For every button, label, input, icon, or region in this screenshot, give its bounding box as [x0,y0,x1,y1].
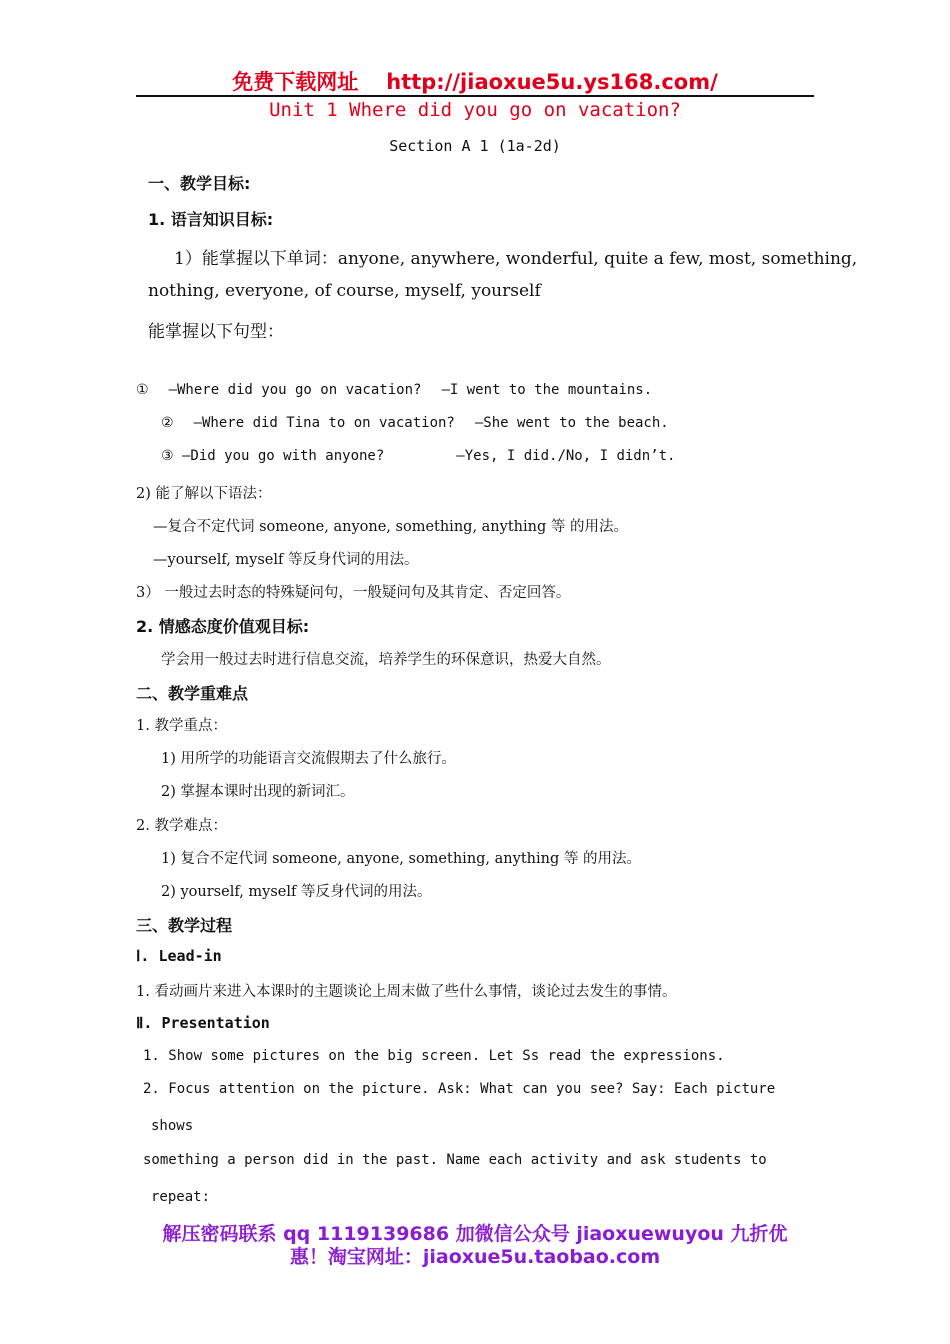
sentence-row-2 [161,415,669,431]
presentation-item-1: 1. Show some pictures on the big screen. Let Ss read the expressions. [143,1048,725,1064]
sentence-question: —Where did Tina to on vacation? [193,415,455,431]
sentence-num: ② [161,415,174,431]
presentation-item-2-line4: repeat: [151,1189,211,1205]
section1-sub1: 1. 语言知识目标: [148,210,274,229]
sentence-question: —Did you go with anyone? [182,448,385,464]
grammar-label: 2) 能了解以下语法： [136,486,272,502]
footer-line-1: 解压密码联系 qq 1119139686 加微信公众号 jiaoxuewuyou 九折优 [162,1223,788,1245]
grammar-item-1: —复合不定代词 someone, anyone, something, anything 等 的用法。 [153,519,628,535]
sentence-row-3 [161,448,675,464]
sentence-answer: —I went to the mountains. [441,382,653,398]
grammar-item-3: 3） 一般过去时态的特殊疑问句，一般疑问句及其肯定、否定回答。 [136,585,571,601]
sentence-num: ① [136,382,149,398]
leadin-title: Ⅰ. Lead-in [136,947,222,965]
presentation-item-2-line3: something a person did in the past. Name each activity and ask students to [143,1152,767,1168]
header-url-link[interactable]: http://jiaoxue5u.ys168.com/ [386,70,718,94]
difficulty-label: 2. 教学难点： [136,818,227,834]
sentence-question: —Where did you go on vacation? [168,382,422,398]
key-points-label: 1. 教学重点： [136,718,227,734]
section1-heading: 一、教学目标: [148,174,251,193]
footer-line-2[interactable]: 惠！淘宝网址：jiaoxue5u.taobao.com [289,1246,661,1268]
presentation-item-2-line2: shows [151,1118,194,1134]
page-title: Unit 1 Where did you go on vacation? [269,99,681,121]
header-banner [0,66,950,96]
section2-heading: 二、教学重难点 [136,684,249,703]
attitude-text: 学会用一般过去时进行信息交流，培养学生的环保意识，热爱大自然。 [161,652,611,668]
words-line2: nothing, everyone, of course, myself, yourself [148,281,541,301]
key-point-2: 2) 掌握本课时出现的新词汇。 [161,784,355,800]
difficulty-2: 2) yourself, myself 等反身代词的用法。 [161,884,432,900]
header-label: 免费下载网址 [232,70,359,94]
leadin-item-1: 1. 看动画片来进入本课时的主题谈论上周末做了些什么事情，谈论过去发生的事情。 [136,984,677,1000]
grammar-item-2: —yourself, myself 等反身代词的用法。 [153,552,419,568]
words-line1: 1）能掌握以下单词：anyone, anywhere, wonderful, quite a few, most, something, [174,249,858,269]
header-divider [136,95,814,97]
difficulty-1: 1) 复合不定代词 someone, anyone, something, anything 等 的用法。 [161,851,641,867]
sentences-label: 能掌握以下句型： [148,322,284,342]
sentence-answer: —She went to the beach. [474,415,669,431]
presentation-item-2-line1: 2. Focus attention on the picture. Ask: What can you see? Say: Each picture [143,1081,776,1097]
page-subtitle: Section A 1 (1a-2d) [389,137,561,155]
section3-heading: 三、教学过程 [136,916,233,935]
key-point-1: 1) 用所学的功能语言交流假期去了什么旅行。 [161,751,456,767]
sentence-answer: —Yes, I did./No, I didn’t. [456,448,676,464]
sentence-num: ③ [161,448,174,464]
section1-sub2: 2. 情感态度价值观目标: [136,617,310,636]
sentence-row-1 [136,382,652,398]
presentation-title: Ⅱ. Presentation [136,1014,270,1032]
